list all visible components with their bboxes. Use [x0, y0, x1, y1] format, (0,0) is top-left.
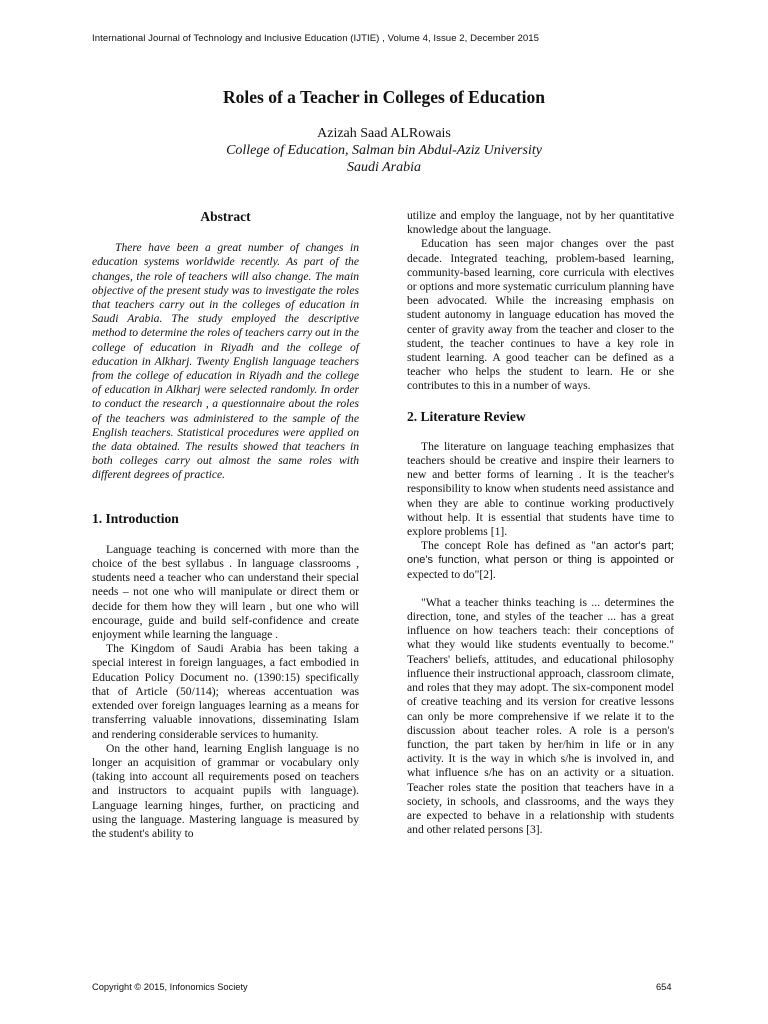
role-definition-end: expected to do"[2]. — [407, 567, 496, 581]
author-name: Azizah Saad ALRowais — [317, 126, 451, 141]
paragraph-gap — [407, 582, 674, 596]
abstract-paragraph: There have been a great number of changes in education systems worldwide recently. As part of the changes, the role of teachers will also change. The main objective of the present study was to investigate the roles that teachers carry out in the colleges of education in Saudi Arabia. The study employed the descriptive method to determine the roles of teachers carry out in the college of education in Riyadh and the college of education in Alkharj. Twenty English language teachers from the college of education in Riyadh and the college of education in Alkharj were selected randomly. In order to conduct the research , a questionnaire about the roles of the teachers was administered to the sample of the English teachers. Statistical procedures were applied on the data obtained. The results showed that teachers in both colleges carry out almost the same roles with different degrees of practice. — [92, 241, 359, 482]
right-column — [407, 209, 674, 837]
paper-title: Roles of a Teacher in Colleges of Education — [223, 87, 545, 107]
page-number: 654 — [656, 982, 672, 992]
left-column — [92, 200, 359, 841]
journal-header: International Journal of Technology and Inclusive Education (IJTIE) , Volume 4, Issue 2, December 2015 — [92, 33, 540, 44]
literature-paragraph-1: The literature on language teaching emphasizes that teachers should be creative and inspire their learners to new and better forms of learning . It is the teacher's responsibility to know when students need assistance and when they are able to continue working productively without help. It is essential that students have time to explore problems [1]. — [407, 439, 674, 539]
abstract-body — [92, 241, 359, 482]
literature-paragraph-3: "What a teacher thinks teaching is ... determines the direction, tone, and styles of the teacher ... has a great influence on how teachers teach: their conceptions of what they would like students eventually to become." Teachers' beliefs, attitudes, and educational philosophy influence their instructional approach, classroom climate, and roles that they may adopt. The six-component model of creative teaching and its version for creative lessons can only be more comprehensive if we relate it to the discussion about teacher roles. A role is a person's function, the part taken by her/him in life or in any activity. It is the way in which s/he is involved in, and what influence s/he has on an activity or a situation. Teacher roles state the position that teachers have in a society, in schools, and classrooms, and the ways they are expected to behave in a relationship with students and other related persons [3]. — [407, 595, 674, 837]
role-definition-quote: an actor's part; one's function, what person or thing is appointed or — [407, 540, 674, 567]
copyright-footer: Copyright © 2015, Infonomics Society — [92, 982, 248, 992]
literature-review-heading: 2. Literature Review — [407, 408, 526, 424]
role-definition-lead: The concept Role has defined as " — [421, 539, 596, 553]
intro-paragraph-4: Education has seen major changes over the past decade. Integrated teaching, problem-based learning, community-based learning, core curricula with electives or options and more systematic curriculum planning have been advocated. While the increasing emphasis on student autonomy in language education has moved the center of gravity away from the teacher and closer to the student, the teacher continues to have a key role in student learning. A good teacher can be defined as a teacher who helps the student to learn. He or she contributes to this in a number of ways. — [407, 237, 674, 393]
intro-paragraph-1: Language teaching is concerned with more than the choice of the best syllabus . In language classrooms , students need a teacher who can understand their special needs – not one who will manipulate or direct them or decide for them how they will learn , but one who will encourage, guide and build self-confidence and create enjoyment while learning the language . — [92, 542, 359, 642]
introduction-heading: 1. Introduction — [92, 510, 179, 526]
author-country: Saudi Arabia — [346, 160, 422, 175]
literature-paragraph-2 — [407, 539, 674, 582]
author-affiliation: College of Education, Salman bin Abdul-Aziz University — [226, 143, 542, 158]
intro-paragraph-2: The Kingdom of Saudi Arabia has been taking a special interest in foreign languages, a fact embodied in Education Policy Document no. (1390:15) specifically that of Article (50/114); whereas accentuation was extended over foreign languages learning as a means for transferring valuable innovations, disseminating Islam and rendering considerable services to humanity. — [92, 642, 359, 741]
intro-paragraph-3-continued: utilize and employ the language, not by her quantitative knowledge about the language. — [407, 209, 674, 237]
abstract-heading: Abstract — [200, 209, 251, 224]
intro-paragraph-3: On the other hand, learning English language is no longer an acquisition of grammar or vocabulary only (taking into account all requirements posed on teachers and instructors to acquaint pupils with language). Language learning hinges, further, on practicing and using the language. Mastering language is measured by the student's ability to — [92, 741, 359, 840]
